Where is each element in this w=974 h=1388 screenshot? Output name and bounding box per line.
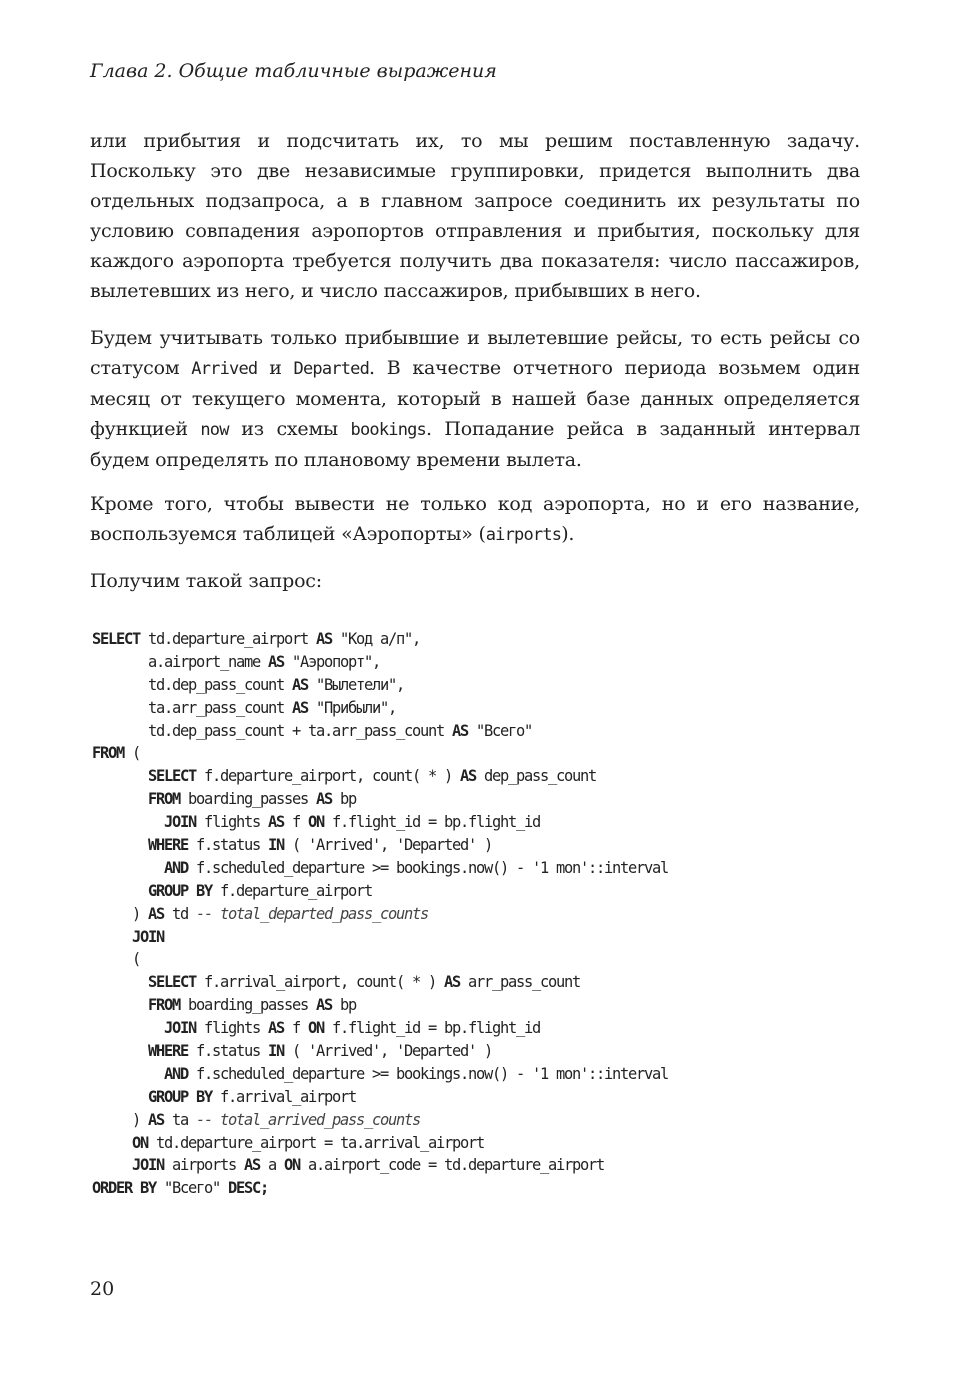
code-line: [92, 1063, 860, 1086]
text-run: Будем учитывать только прибывшие и вылетевшие рейсы, то есть рейсы со статусом: [90, 327, 860, 379]
sql-token: f: [284, 812, 309, 832]
sql-token: f: [284, 1018, 309, 1038]
sql-token: [92, 1087, 148, 1106]
sql-token: [92, 1018, 164, 1037]
sql-keyword: JOIN: [132, 926, 165, 946]
sql-token: f.status: [188, 1041, 269, 1061]
code-line: [92, 834, 860, 857]
sql-keyword: AS: [316, 995, 333, 1015]
sql-token: [92, 858, 164, 877]
sql-token: f.flight_id = bp.flight_id: [324, 812, 541, 832]
sql-keyword: AS: [316, 789, 333, 809]
sql-keyword: FROM: [148, 995, 181, 1015]
sql-keyword: AS: [267, 651, 284, 671]
sql-keyword: AS: [148, 1109, 165, 1129]
text-run: и: [257, 357, 294, 379]
sql-token: f.departure_airport: [212, 880, 373, 900]
sql-token: f.scheduled_departure >= bookings.now() - '1 mon'::interval: [188, 857, 668, 877]
sql-token: ): [92, 1109, 149, 1129]
sql-keyword: GROUP BY: [148, 1086, 213, 1106]
code-line: [92, 697, 860, 720]
sql-token: td: [164, 903, 197, 923]
sql-keyword: FROM: [92, 743, 125, 763]
code-line: [92, 811, 860, 834]
sql-token: "Всего": [156, 1178, 229, 1198]
sql-token: f.arrival_airport, count( * ): [196, 972, 445, 992]
text-run: Получим такой запрос:: [90, 570, 322, 592]
sql-keyword: ON: [308, 1018, 325, 1038]
text-run: Кроме того, чтобы вывести не только код аэропорта, но и его название, воспользуемся таблицей «Аэропорты» (: [90, 493, 860, 545]
code-line: [92, 1017, 860, 1040]
code-line: [92, 903, 860, 926]
page-number: 20: [90, 1278, 115, 1300]
sql-token: [92, 972, 148, 991]
paragraph-2: [90, 323, 860, 475]
sql-token: "Аэропорт",: [284, 651, 380, 671]
text-run: ).: [561, 523, 575, 545]
sql-keyword: WHERE: [148, 835, 189, 855]
sql-token: ta.arr_pass_count: [92, 697, 292, 717]
code-line: [92, 1154, 860, 1177]
running-head: Глава 2. Общие табличные выражения: [90, 60, 497, 82]
sql-token: dep_pass_count: [476, 766, 596, 786]
text-run: или прибытия и подсчитать их, то мы решим поставленную задачу. Поскольку это две независимые группировки, придется выполнить два отдельных подзапроса, а в главном запросе соединить их результаты по условию совпадения аэропортов отправления и прибытия, поскольку для каждого аэропорта требуется получить два показателя: число пассажиров, вылетевших из него, и число пассажиров, прибывших в него.: [90, 130, 860, 302]
text-run: из схемы: [228, 418, 351, 440]
sql-keyword: SELECT: [148, 766, 197, 786]
code-line: [92, 628, 860, 651]
code-line: [92, 1132, 860, 1155]
sql-token: f.scheduled_departure >= bookings.now() - '1 mon'::interval: [188, 1063, 668, 1083]
code-line: [92, 1109, 860, 1132]
sql-keyword: JOIN: [132, 1155, 165, 1175]
sql-keyword: ON: [132, 1132, 149, 1152]
code-line: [92, 857, 860, 880]
sql-token: [92, 766, 148, 785]
sql-keyword: AS: [291, 697, 308, 717]
sql-token: (: [124, 743, 141, 763]
sql-keyword: ON: [308, 812, 325, 832]
sql-comment: -- total_arrived_pass_counts: [196, 1109, 421, 1129]
sql-token: td.dep_pass_count + ta.arr_pass_count: [92, 720, 452, 740]
sql-token: [92, 835, 148, 854]
sql-token: bp: [332, 995, 357, 1015]
sql-token: [92, 1133, 132, 1152]
sql-token: ( 'Arrived', 'Departed' ): [284, 835, 493, 855]
sql-token: "Прибыли",: [308, 697, 397, 717]
sql-keyword: AS: [268, 1018, 285, 1038]
sql-keyword: FROM: [148, 789, 181, 809]
sql-token: td.departure_airport = ta.arrival_airport: [148, 1132, 484, 1152]
sql-keyword: AS: [268, 812, 285, 832]
sql-keyword: AS: [451, 720, 468, 740]
sql-token: flights: [196, 1018, 269, 1038]
sql-token: ): [92, 903, 149, 923]
code-line: [92, 1040, 860, 1063]
sql-keyword: WHERE: [148, 1041, 189, 1061]
code-line: [92, 788, 860, 811]
sql-token: [92, 1155, 132, 1174]
sql-token: boarding_passes: [180, 789, 317, 809]
sql-keyword: SELECT: [148, 972, 197, 992]
sql-token: [92, 927, 132, 946]
code-line: [92, 651, 860, 674]
code-line: [92, 765, 860, 788]
sql-keyword: JOIN: [164, 1018, 197, 1038]
inline-code: Departed: [293, 359, 370, 379]
sql-token: [92, 1041, 148, 1060]
sql-token: td.departure_airport: [140, 629, 316, 648]
paragraph-4: [90, 566, 860, 596]
sql-keyword: JOIN: [164, 812, 197, 832]
sql-token: ta: [164, 1109, 197, 1129]
sql-keyword: AND: [164, 1063, 188, 1083]
code-line: [92, 674, 860, 697]
code-line: [92, 1177, 860, 1200]
sql-keyword: IN: [268, 835, 285, 855]
text-run: . Попадание рейса в заданный интервал будем определять по плановому времени вылета.: [90, 418, 860, 471]
code-line: [92, 994, 860, 1017]
sql-keyword: AS: [444, 972, 461, 992]
sql-keyword: SELECT: [92, 629, 140, 648]
sql-token: "Код а/п",: [332, 629, 421, 648]
code-line: [92, 742, 860, 765]
sql-keyword: IN: [268, 1041, 285, 1061]
inline-code: now: [200, 420, 229, 440]
sql-token: [92, 789, 148, 808]
code-line: [92, 720, 860, 743]
text-run: . В качестве отчетного периода возьмем один месяц от текущего момента, который в нашей базе данных определяется функцией: [90, 357, 860, 440]
sql-token: ( 'Arrived', 'Departed' ): [284, 1041, 493, 1061]
sql-comment: -- total_departed_pass_counts: [196, 903, 429, 923]
sql-token: a: [260, 1155, 285, 1175]
code-line: [92, 971, 860, 994]
sql-token: td.dep_pass_count: [92, 674, 292, 694]
code-line: [92, 1086, 860, 1109]
code-line: [92, 880, 860, 903]
inline-code: Arrived: [191, 359, 258, 379]
sql-keyword: AS: [459, 766, 476, 786]
sql-token: arr_pass_count: [460, 972, 581, 992]
sql-keyword: ON: [284, 1155, 301, 1175]
sql-token: flights: [196, 812, 269, 832]
sql-token: boarding_passes: [180, 995, 317, 1015]
paragraph-3: [90, 489, 860, 550]
sql-token: [92, 812, 164, 831]
sql-keyword: AS: [148, 903, 165, 923]
sql-token: [92, 995, 148, 1014]
sql-token: f.departure_airport, count( * ): [196, 766, 460, 786]
inline-code: airports: [485, 525, 562, 545]
sql-keyword: ORDER BY: [92, 1178, 157, 1198]
sql-token: a.airport_code = td.departure_airport: [300, 1155, 605, 1175]
sql-token: airports: [164, 1155, 245, 1175]
code-line: [92, 948, 860, 971]
sql-keyword: DESC;: [228, 1178, 269, 1198]
sql-token: f.status: [188, 835, 269, 855]
sql-token: f.arrival_airport: [212, 1086, 357, 1106]
sql-token: bp: [332, 789, 357, 809]
sql-keyword: AS: [315, 629, 332, 648]
sql-token: "Всего": [467, 720, 532, 740]
sql-token: "Вылетели",: [308, 674, 404, 694]
sql-code-listing: [92, 628, 860, 1200]
sql-token: [92, 1064, 164, 1083]
paragraph-1: [90, 126, 860, 306]
sql-keyword: AS: [244, 1155, 261, 1175]
code-line: [92, 926, 860, 949]
sql-keyword: AS: [291, 674, 308, 694]
sql-keyword: GROUP BY: [148, 880, 213, 900]
inline-code: bookings: [350, 420, 426, 440]
sql-token: f.flight_id = bp.flight_id: [324, 1018, 541, 1038]
sql-token: [92, 881, 148, 900]
sql-token: (: [92, 949, 140, 969]
sql-token: a.airport_name: [92, 651, 268, 671]
sql-keyword: AND: [164, 857, 188, 877]
